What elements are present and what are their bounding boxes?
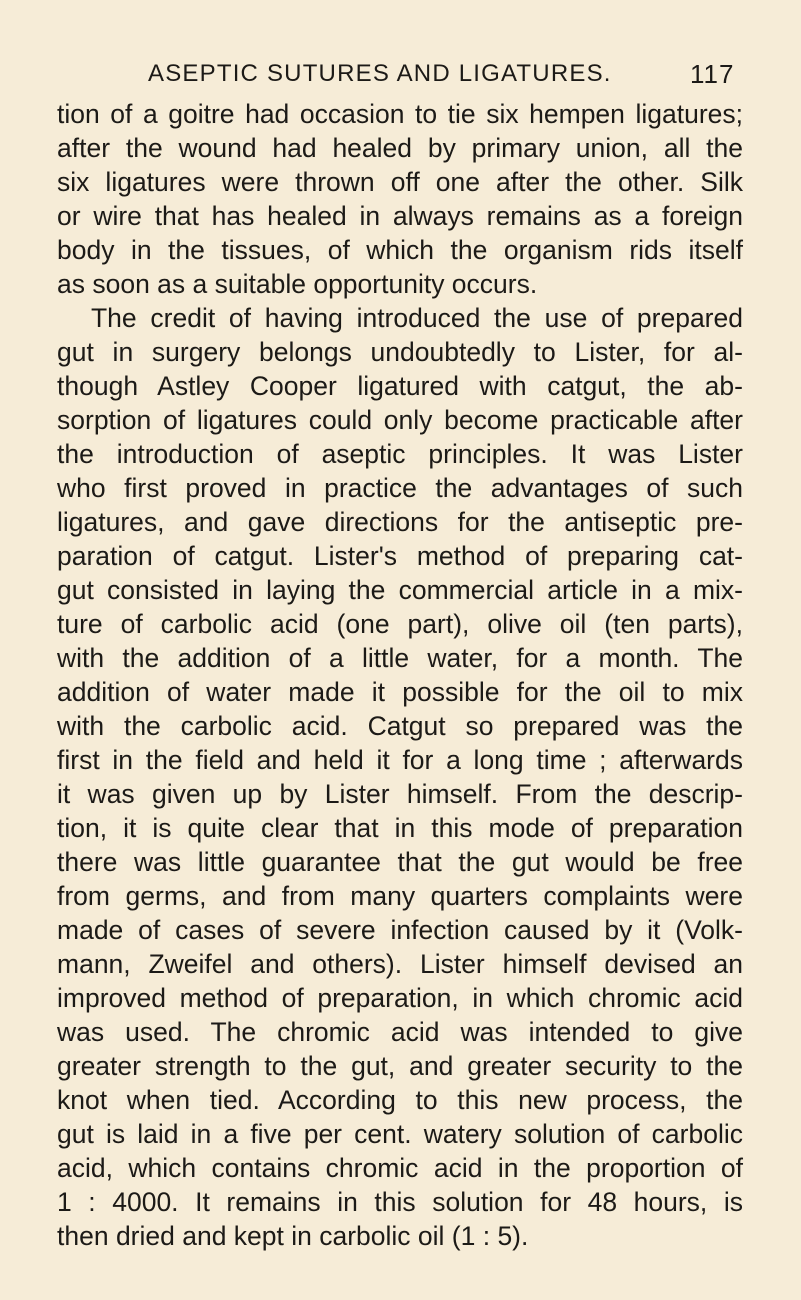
text-line: as soon as a suitable opportunity occurs. (57, 269, 538, 299)
text-line: knot when tied. According to this new process, the (57, 1085, 743, 1115)
text-line: acid, which contains chromic acid in the proportion of (57, 1153, 743, 1183)
text-line: made of cases of severe infection caused by it (Volk- (57, 915, 743, 945)
text-line: gut is laid in a five per cent. watery solution of carbolic (57, 1119, 743, 1149)
text-line: body in the tissues, of which the organism rids itself (57, 235, 743, 265)
page-number: 117 (690, 59, 735, 89)
text-line: mann, Zweifel and others). Lister himself devised an (57, 949, 743, 979)
text-line: from germs, and from many quarters complaints were (57, 881, 743, 911)
text-line: improved method of preparation, in which chromic acid (57, 983, 743, 1013)
text-line: sorption of ligatures could only become practicable after (57, 405, 743, 435)
text-line: it was given up by Lister himself. From the descrip- (57, 779, 743, 809)
text-line: after the wound had healed by primary union, all the (57, 133, 743, 163)
text-line: The credit of having introduced the use of prepared (91, 303, 743, 333)
text-line: then dried and kept in carbolic oil (1 : 5). (57, 1221, 529, 1251)
text-line: who first proved in practice the advantages of such (57, 473, 743, 503)
text-line: paration of catgut. Lister's method of preparing cat- (57, 541, 743, 571)
text-line: gut consisted in laying the commercial article in a mix- (57, 575, 743, 605)
text-line: or wire that has healed in always remains as a foreign (57, 201, 743, 231)
text-line: gut in surgery belongs undoubtedly to Lister, for al- (57, 337, 743, 367)
text-line: ligatures, and gave directions for the antiseptic pre- (57, 507, 743, 537)
text-line: with the carbolic acid. Catgut so prepared was the (57, 711, 743, 741)
text-line: was used. The chromic acid was intended to give (57, 1017, 743, 1047)
running-title: ASEPTIC SUTURES AND LIGATURES. (148, 60, 612, 87)
text-line: with the addition of a little water, for a month. The (57, 643, 743, 673)
text-line: there was little guarantee that the gut would be free (57, 847, 743, 877)
text-line: greater strength to the gut, and greater security to the (57, 1051, 743, 1081)
text-line: tion of a goitre had occasion to tie six hempen ligatures; (57, 99, 743, 129)
text-line: ture of carbolic acid (one part), olive oil (ten parts), (57, 609, 743, 639)
text-line: the introduction of aseptic principles. It was Lister (57, 439, 743, 469)
text-line: first in the field and held it for a long time ; afterwards (57, 745, 743, 775)
text-line: addition of water made it possible for the oil to mix (57, 677, 743, 707)
text-line: six ligatures were thrown off one after the other. Silk (57, 167, 743, 197)
running-head (0, 56, 801, 92)
text-line: 1 : 4000. It remains in this solution for 48 hours, is (57, 1187, 743, 1217)
text-line: though Astley Cooper ligatured with catgut, the ab- (57, 371, 743, 401)
text-line: tion, it is quite clear that in this mode of preparation (57, 813, 743, 843)
